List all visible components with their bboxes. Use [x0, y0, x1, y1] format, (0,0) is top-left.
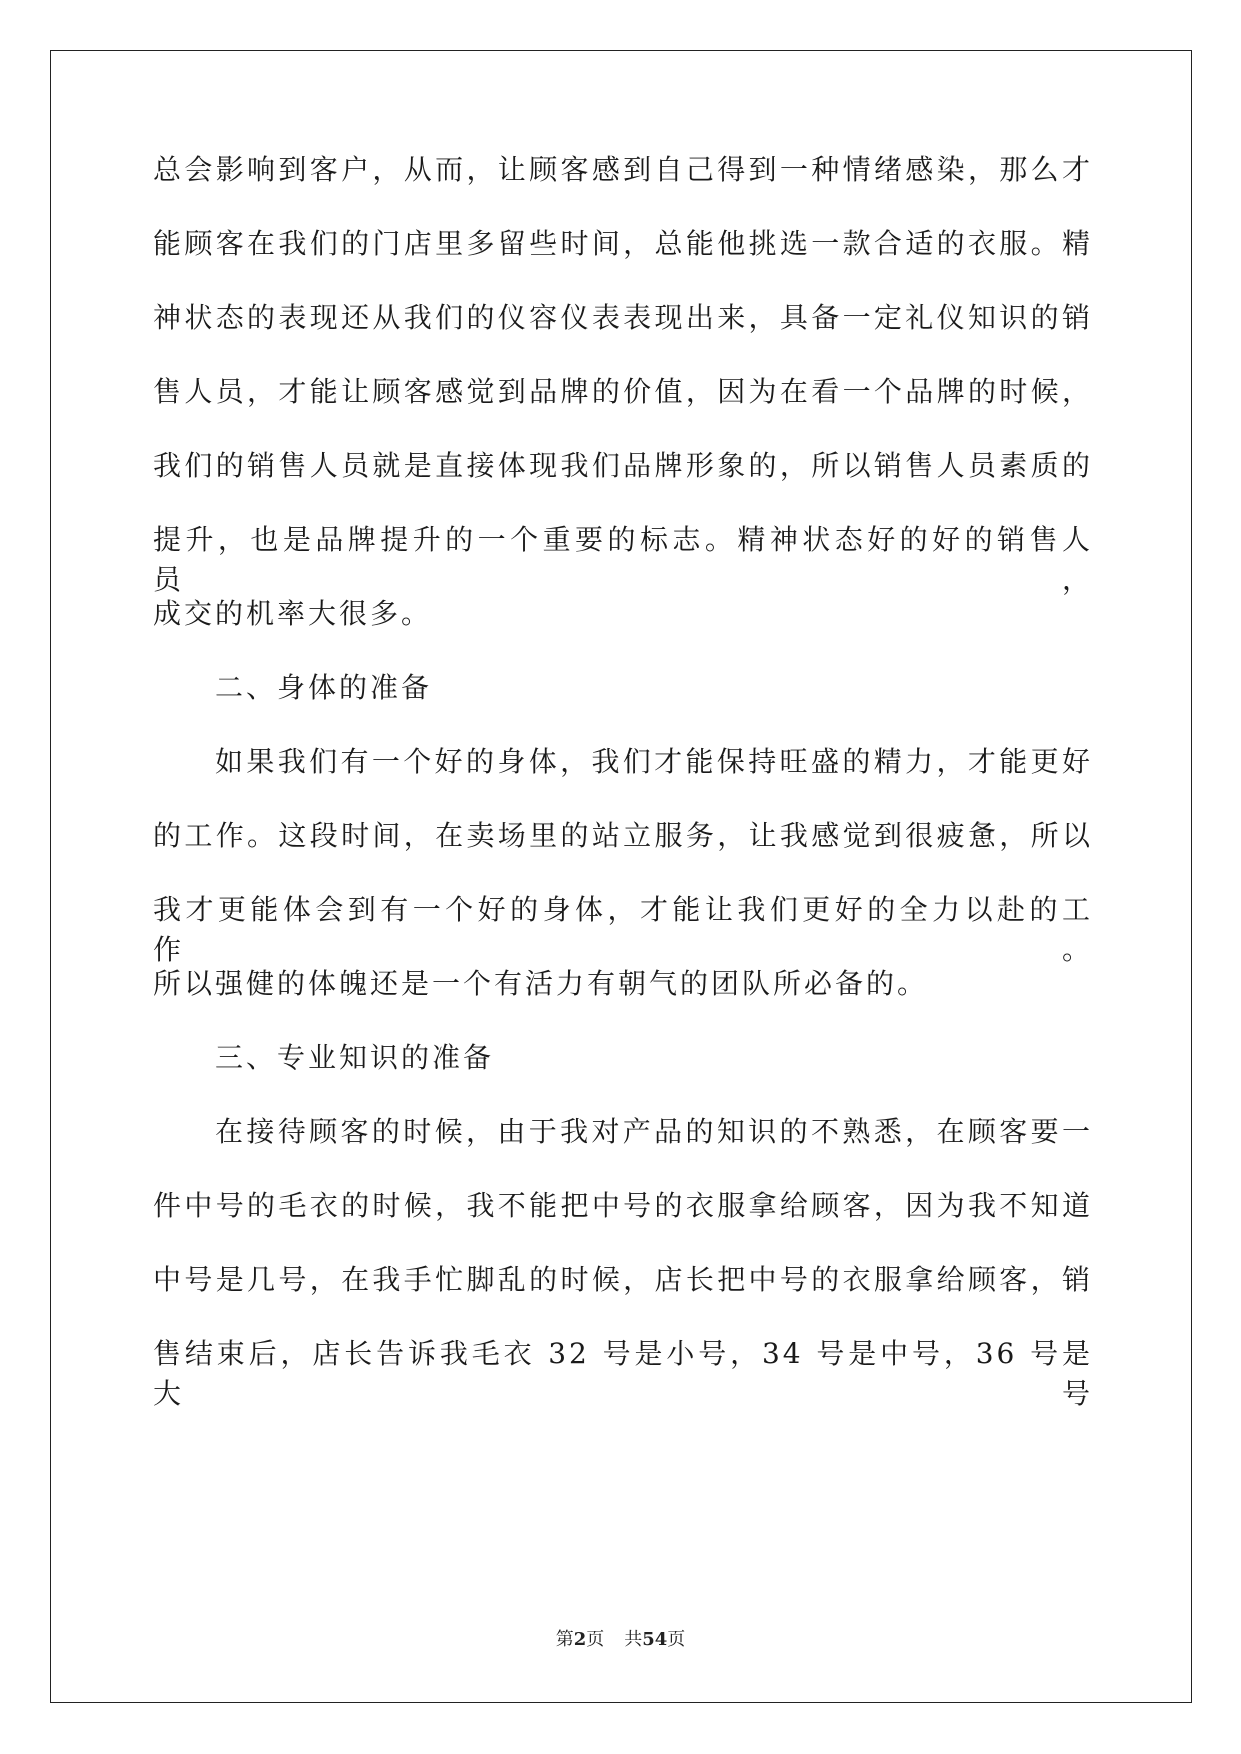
- current-page-number: 2: [573, 1629, 587, 1650]
- footer-page-suffix: 页: [586, 1629, 605, 1650]
- footer-prefix: 第: [555, 1629, 574, 1650]
- paragraph-line: 件中号的毛衣的时候，我不能把中号的衣服拿给顾客，因为我不知道: [153, 1189, 1093, 1222]
- paragraph-line: 我才更能体会到有一个好的身体，才能让我们更好的全力以赴的工作。: [153, 893, 1093, 966]
- paragraph-line: 能顾客在我们的门店里多留些时间，总能他挑选一款合适的衣服。精: [153, 227, 1093, 260]
- paragraph-line: 所以强健的体魄还是一个有活力有朝气的团队所必备的。: [153, 967, 929, 1000]
- footer-total-prefix: 共: [624, 1629, 643, 1650]
- paragraph-line: 的工作。这段时间，在卖场里的站立服务，让我感觉到很疲惫，所以: [153, 819, 1093, 852]
- paragraph-line: 在接待顾客的时候，由于我对产品的知识的不熟悉，在顾客要一: [215, 1115, 1093, 1148]
- paragraph-line: 总会影响到客户，从而，让顾客感到自己得到一种情绪感染，那么才: [153, 153, 1093, 186]
- paragraph-line: 成交的机率大很多。: [153, 597, 433, 630]
- total-pages-number: 54: [642, 1629, 668, 1650]
- paragraph-line: 神状态的表现还从我们的仪容仪表表现出来，具备一定礼仪知识的销: [153, 301, 1093, 334]
- paragraph-line: 提升，也是品牌提升的一个重要的标志。精神状态好的好的销售人员，: [153, 523, 1093, 596]
- section-heading: 三、专业知识的准备: [215, 1041, 495, 1074]
- paragraph-line: 中号是几号，在我手忙脚乱的时候，店长把中号的衣服拿给顾客，销: [153, 1263, 1093, 1296]
- section-heading: 二、身体的准备: [215, 671, 433, 704]
- paragraph-line: 售结束后，店长告诉我毛衣 32 号是小号，34 号是中号，36 号是大号: [153, 1337, 1093, 1410]
- paragraph-line: 如果我们有一个好的身体，我们才能保持旺盛的精力，才能更好: [215, 745, 1093, 778]
- page-footer: [0, 1628, 1241, 1652]
- footer-total-suffix: 页: [667, 1629, 686, 1650]
- paragraph-line: 售人员，才能让顾客感觉到品牌的价值，因为在看一个品牌的时候，: [153, 375, 1093, 408]
- paragraph-line: 我们的销售人员就是直接体现我们品牌形象的，所以销售人员素质的: [153, 449, 1093, 482]
